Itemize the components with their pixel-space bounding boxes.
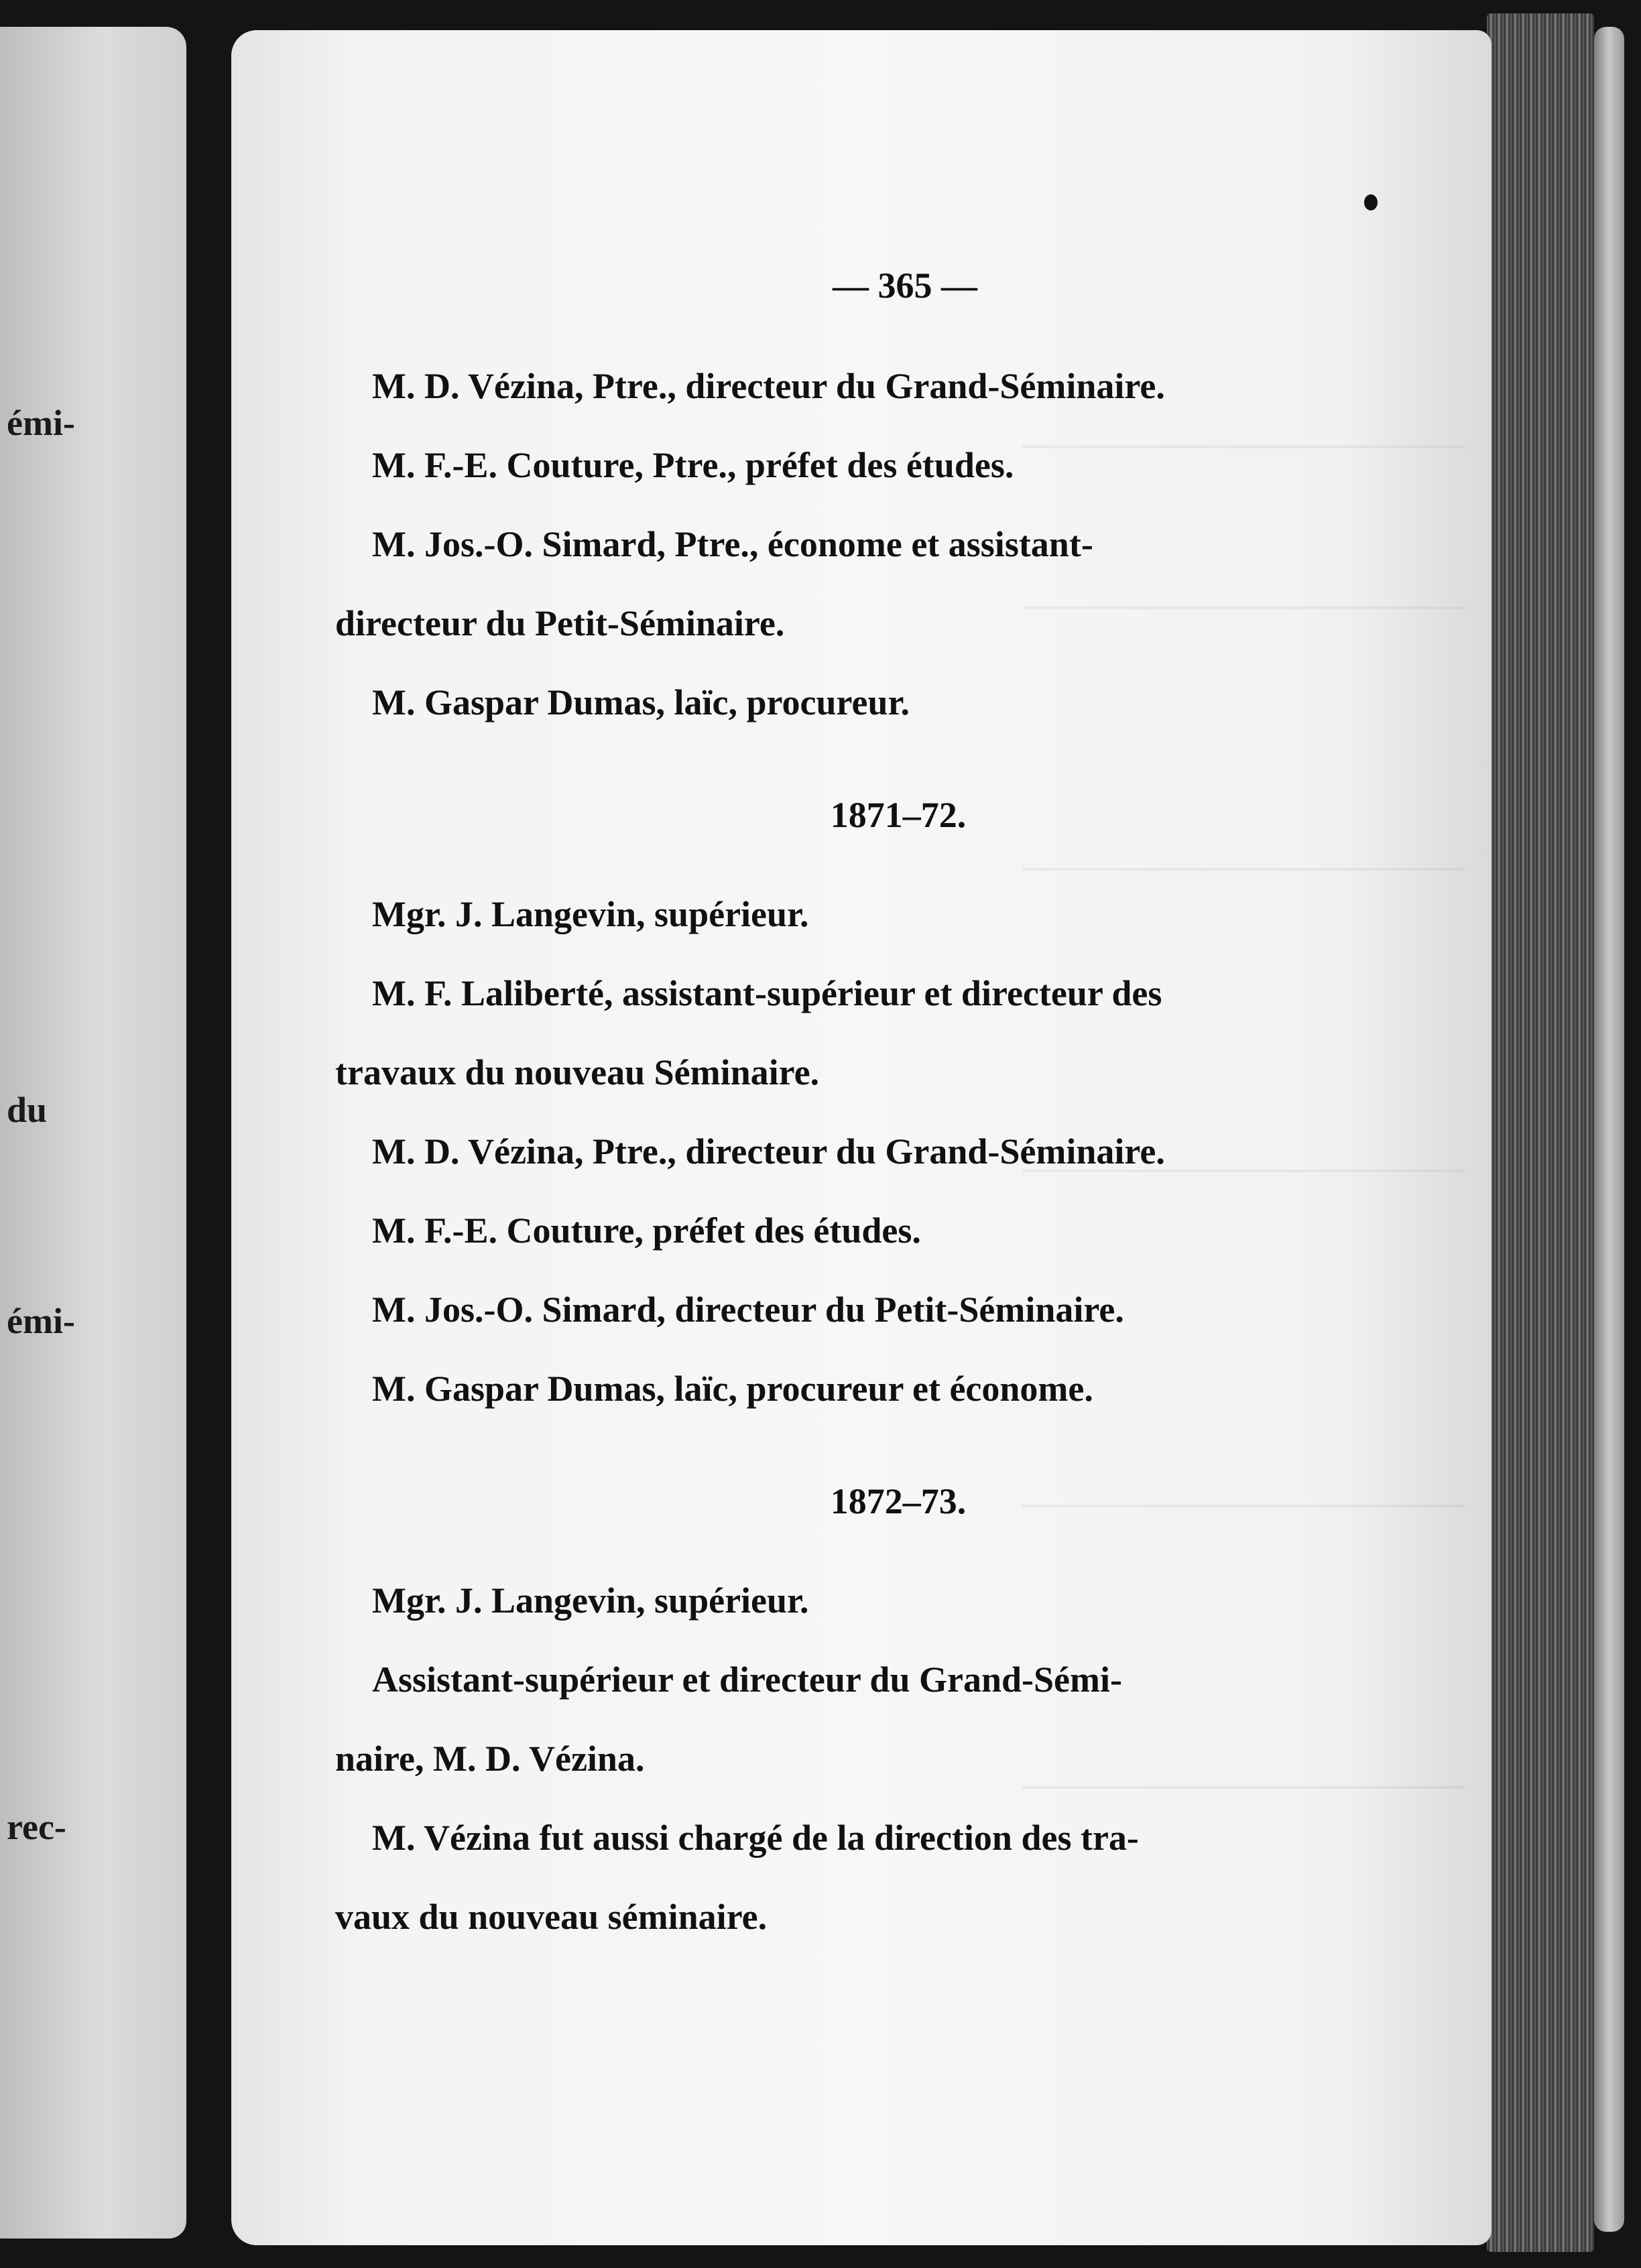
entry-line: M. D. Vézina, Ptre., directeur du Grand-Séminaire.	[372, 366, 1165, 406]
entry-line: vaux du nouveau séminaire.	[335, 1897, 768, 1937]
staff-entry	[335, 1561, 1461, 1640]
entry-line: Assistant-supérieur et directeur du Grand-Sémi-	[372, 1659, 1122, 1700]
entry-line: M. F.-E. Couture, Ptre., préfet des études.	[372, 445, 1014, 485]
section-1870-continued	[335, 346, 1461, 742]
staff-entry	[335, 1112, 1461, 1191]
left-page	[0, 27, 186, 2239]
staff-entry	[335, 505, 1461, 663]
page-content	[335, 265, 1461, 1956]
year-heading: 1871–72.	[830, 795, 967, 835]
section-1871	[335, 875, 1461, 1428]
staff-entry	[335, 346, 1461, 426]
staff-entry	[335, 1191, 1461, 1270]
staff-entry	[335, 1270, 1461, 1349]
left-page-fragment: émi-	[7, 403, 75, 443]
book-page	[231, 30, 1492, 2245]
entry-line: M. D. Vézina, Ptre., directeur du Grand-Séminaire.	[372, 1131, 1165, 1172]
ink-dot	[1364, 194, 1378, 210]
entry-line: directeur du Petit-Séminaire.	[335, 603, 785, 643]
staff-entry	[335, 875, 1461, 954]
staff-entry	[335, 663, 1461, 742]
staff-entry	[335, 1640, 1461, 1798]
entry-line: Mgr. J. Langevin, supérieur.	[372, 894, 809, 934]
entry-line: M. Jos.-O. Simard, Ptre., économe et assistant-	[372, 524, 1093, 564]
entry-line: M. F. Laliberté, assistant-supérieur et directeur des	[372, 973, 1162, 1013]
entry-line: M. Gaspar Dumas, laïc, procureur et économe.	[372, 1369, 1093, 1409]
staff-entry	[335, 954, 1461, 1112]
left-page-fragment: du	[7, 1090, 48, 1130]
left-page-fragment: émi-	[7, 1301, 75, 1341]
staff-entry	[335, 1349, 1461, 1428]
book-cover-edge	[1594, 27, 1624, 2232]
entry-line: Mgr. J. Langevin, supérieur.	[372, 1580, 809, 1621]
page-number: — 365 —	[833, 265, 977, 306]
entry-line: M. Gaspar Dumas, laïc, procureur.	[372, 682, 910, 722]
year-heading: 1872–73.	[830, 1481, 967, 1521]
page-edges	[1487, 13, 1594, 2252]
entry-line: travaux du nouveau Séminaire.	[335, 1052, 820, 1092]
entry-line: naire, M. D. Vézina.	[335, 1739, 645, 1779]
left-page-fragment: rec-	[7, 1807, 66, 1847]
entry-line: M. Vézina fut aussi chargé de la direction des tra-	[372, 1818, 1139, 1858]
section-1872	[335, 1561, 1461, 1956]
staff-entry	[335, 1798, 1461, 1956]
entry-line: M. Jos.-O. Simard, directeur du Petit-Séminaire.	[372, 1289, 1124, 1330]
entry-line: M. F.-E. Couture, préfet des études.	[372, 1210, 921, 1251]
staff-entry	[335, 426, 1461, 505]
